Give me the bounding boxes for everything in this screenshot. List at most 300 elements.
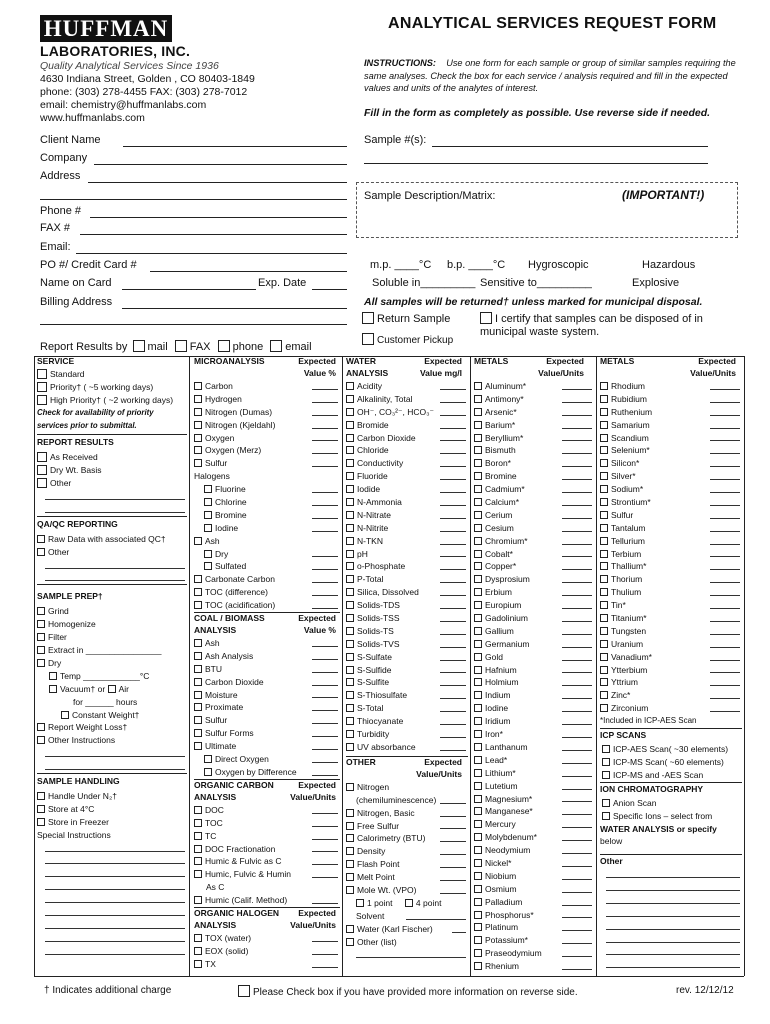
- company-input[interactable]: [94, 164, 347, 165]
- return-sample-checkbox[interactable]: [362, 312, 374, 324]
- reverse-side-note[interactable]: Please Check box if you have provided more information on reverse side.: [238, 985, 578, 998]
- checkbox[interactable]: [474, 936, 482, 944]
- checkbox[interactable]: [37, 382, 47, 392]
- customer-pickup[interactable]: Customer Pickup: [362, 333, 453, 346]
- checkbox[interactable]: [474, 885, 482, 893]
- water-analyte[interactable]: [346, 573, 468, 586]
- checkbox[interactable]: [474, 795, 482, 803]
- expected-value-field[interactable]: [440, 531, 466, 532]
- expected-value-field[interactable]: [562, 866, 592, 867]
- expected-value-field[interactable]: [312, 749, 338, 750]
- metal-analyte[interactable]: [474, 560, 594, 573]
- expected-value-field[interactable]: [312, 967, 338, 968]
- checkbox[interactable]: [194, 934, 202, 942]
- water-analyte[interactable]: [346, 535, 468, 548]
- checkbox[interactable]: [474, 511, 482, 519]
- checkbox[interactable]: [474, 485, 482, 493]
- water-analyte[interactable]: [346, 664, 468, 677]
- report-option[interactable]: [37, 464, 187, 477]
- micro-analyte[interactable]: [194, 419, 340, 432]
- metal-analyte[interactable]: [474, 496, 594, 509]
- ion-option[interactable]: [600, 810, 742, 823]
- coal-analyte[interactable]: [194, 637, 340, 650]
- water-analyte[interactable]: [346, 638, 468, 651]
- address-input-2[interactable]: [40, 199, 347, 200]
- checkbox[interactable]: [346, 434, 354, 442]
- billing-input[interactable]: [122, 308, 347, 309]
- checkbox[interactable]: [474, 601, 482, 609]
- expected-value-field[interactable]: [710, 453, 740, 454]
- metal-analyte[interactable]: [600, 535, 742, 548]
- checkbox[interactable]: [194, 537, 202, 545]
- checkbox[interactable]: [194, 716, 202, 724]
- checkbox[interactable]: [602, 758, 610, 766]
- expected-value-field[interactable]: [440, 479, 466, 480]
- halogen-analyte[interactable]: [194, 483, 340, 496]
- exp-date-input[interactable]: [312, 289, 347, 290]
- metal-analyte[interactable]: [474, 934, 594, 947]
- org-halogen-analyte[interactable]: [194, 945, 340, 958]
- metal-analyte[interactable]: [474, 805, 594, 818]
- expected-value-field[interactable]: [710, 608, 740, 609]
- metal-analyte[interactable]: [474, 535, 594, 548]
- expected-value-field[interactable]: [562, 840, 592, 841]
- expected-value-field[interactable]: [312, 954, 338, 955]
- metal-analyte[interactable]: [600, 522, 742, 535]
- micro-analyte[interactable]: [194, 457, 340, 470]
- checkbox[interactable]: [600, 511, 608, 519]
- org-carbon-analyte[interactable]: [194, 804, 340, 817]
- halogen-analyte[interactable]: [194, 522, 340, 535]
- expected-value-field[interactable]: [440, 893, 466, 894]
- checkbox[interactable]: [602, 812, 610, 820]
- metal-analyte[interactable]: [600, 509, 742, 522]
- checkbox[interactable]: [346, 653, 354, 661]
- metal-analyte[interactable]: [600, 599, 742, 612]
- checkbox[interactable]: [194, 742, 202, 750]
- expected-value-field[interactable]: [440, 608, 466, 609]
- expected-value-field[interactable]: [710, 518, 740, 519]
- constant-weight[interactable]: Constant Weight†: [37, 709, 187, 722]
- checkbox[interactable]: [600, 653, 608, 661]
- expected-value-field[interactable]: [562, 827, 592, 828]
- checkbox[interactable]: [37, 633, 45, 641]
- checkbox[interactable]: [346, 421, 354, 429]
- expected-value-field[interactable]: [440, 737, 466, 738]
- expected-value-field[interactable]: [312, 428, 338, 429]
- checkbox[interactable]: [194, 408, 202, 416]
- expected-value-field[interactable]: [312, 762, 338, 763]
- expected-value-field[interactable]: [562, 505, 592, 506]
- expected-value-field[interactable]: [562, 647, 592, 648]
- micro-analyte[interactable]: [194, 406, 340, 419]
- expected-value-field[interactable]: [312, 608, 338, 609]
- checkbox[interactable]: [346, 886, 354, 894]
- water-analyte[interactable]: [346, 496, 468, 509]
- checkbox[interactable]: [474, 640, 482, 648]
- service-option[interactable]: [37, 368, 187, 381]
- metal-analyte[interactable]: [600, 380, 742, 393]
- other-analyte[interactable]: [346, 845, 468, 858]
- hazardous-label[interactable]: Hazardous: [642, 259, 696, 271]
- checkbox[interactable]: [474, 395, 482, 403]
- expected-value-field[interactable]: [710, 466, 740, 467]
- metal-analyte[interactable]: [474, 728, 594, 741]
- expected-value-field[interactable]: [562, 479, 592, 480]
- checkbox[interactable]: [474, 588, 482, 596]
- fax-checkbox[interactable]: [175, 340, 187, 352]
- expected-value-field[interactable]: [440, 803, 466, 804]
- checkbox[interactable]: [346, 459, 354, 467]
- expected-value-field[interactable]: [710, 634, 740, 635]
- checkbox[interactable]: [600, 704, 608, 712]
- checkbox[interactable]: [194, 703, 202, 711]
- po-input[interactable]: [150, 271, 347, 272]
- checkbox[interactable]: [474, 730, 482, 738]
- metal-analyte[interactable]: [474, 599, 594, 612]
- metal-analyte[interactable]: [474, 947, 594, 960]
- checkbox[interactable]: [602, 799, 610, 807]
- checkbox[interactable]: [194, 395, 202, 403]
- checkbox[interactable]: [474, 769, 482, 777]
- checkbox[interactable]: [600, 550, 608, 558]
- report-option[interactable]: [37, 451, 187, 464]
- water-analyte[interactable]: [346, 676, 468, 689]
- expected-value-field[interactable]: [312, 685, 338, 686]
- ash-option[interactable]: [194, 548, 340, 561]
- checkbox[interactable]: [474, 691, 482, 699]
- checkbox[interactable]: [194, 459, 202, 467]
- water-analyte[interactable]: [346, 728, 468, 741]
- checkbox[interactable]: [474, 537, 482, 545]
- checkbox[interactable]: [194, 819, 202, 827]
- carbon-analyte[interactable]: [194, 573, 340, 586]
- prep-option[interactable]: [37, 605, 187, 618]
- expected-value-field[interactable]: [710, 544, 740, 545]
- expected-value-field[interactable]: [440, 647, 466, 648]
- ash-analyte[interactable]: [194, 535, 340, 548]
- expected-value-field[interactable]: [312, 582, 338, 583]
- checkbox[interactable]: [346, 485, 354, 493]
- micro-analyte[interactable]: [194, 380, 340, 393]
- handling-option[interactable]: [37, 803, 187, 816]
- expected-value-field[interactable]: [562, 763, 592, 764]
- checkbox[interactable]: [474, 846, 482, 854]
- checkbox[interactable]: [474, 472, 482, 480]
- checkbox[interactable]: [474, 653, 482, 661]
- icp-option[interactable]: [600, 756, 742, 769]
- checkbox[interactable]: [194, 588, 202, 596]
- expected-value-field[interactable]: [710, 440, 740, 441]
- hygroscopic-label[interactable]: Hygroscopic: [528, 259, 589, 271]
- expected-value-field[interactable]: [562, 634, 592, 635]
- phone-checkbox[interactable]: [218, 340, 230, 352]
- coal-analyte[interactable]: [194, 650, 340, 663]
- expected-value-field[interactable]: [710, 672, 740, 673]
- water-analyte[interactable]: [346, 393, 468, 406]
- handling-option[interactable]: [37, 816, 187, 829]
- checkbox[interactable]: [474, 524, 482, 532]
- checkbox[interactable]: [600, 666, 608, 674]
- expected-value-field[interactable]: [440, 672, 466, 673]
- metal-analyte[interactable]: [600, 406, 742, 419]
- water-analyte[interactable]: [346, 444, 468, 457]
- checkbox[interactable]: [346, 446, 354, 454]
- expected-value-field[interactable]: [312, 505, 338, 506]
- checkbox[interactable]: [600, 614, 608, 622]
- return-sample[interactable]: Return Sample: [362, 312, 450, 325]
- checkbox[interactable]: [346, 627, 354, 635]
- checkbox[interactable]: [37, 465, 47, 475]
- checkbox[interactable]: [474, 459, 482, 467]
- checkbox[interactable]: [346, 822, 354, 830]
- checkbox[interactable]: [37, 452, 47, 462]
- expected-value-field[interactable]: [440, 428, 466, 429]
- checkbox[interactable]: [474, 782, 482, 790]
- other-list[interactable]: Other (list): [346, 936, 468, 949]
- checkbox[interactable]: [474, 666, 482, 674]
- client-name-input[interactable]: [123, 146, 347, 147]
- metal-analyte[interactable]: [474, 393, 594, 406]
- checkbox[interactable]: [474, 678, 482, 686]
- checkbox[interactable]: [602, 745, 610, 753]
- checkbox[interactable]: [37, 548, 45, 556]
- weight-loss[interactable]: Report Weight Loss†: [37, 721, 187, 734]
- expected-value-field[interactable]: [710, 711, 740, 712]
- metal-analyte[interactable]: [474, 831, 594, 844]
- metal-analyte[interactable]: [600, 483, 742, 496]
- checkbox[interactable]: [194, 382, 202, 390]
- metal-analyte[interactable]: [600, 638, 742, 651]
- report-option[interactable]: [37, 477, 187, 490]
- expected-value-field[interactable]: [710, 621, 740, 622]
- water-analyte[interactable]: [346, 715, 468, 728]
- checkbox[interactable]: [37, 535, 45, 543]
- vacuum-air[interactable]: Vacuum† or Air: [37, 683, 187, 696]
- checkbox[interactable]: [346, 704, 354, 712]
- expected-value-field[interactable]: [312, 659, 338, 660]
- checkbox[interactable]: [600, 446, 608, 454]
- metal-analyte[interactable]: [474, 960, 594, 973]
- checkbox[interactable]: [346, 783, 354, 791]
- temp-field[interactable]: Temp ____________°C: [37, 670, 187, 683]
- checkbox[interactable]: [600, 627, 608, 635]
- org-halogen-analyte[interactable]: [194, 932, 340, 945]
- expected-value-field[interactable]: [562, 801, 592, 802]
- water-analyte[interactable]: [346, 483, 468, 496]
- expected-value-field[interactable]: [440, 841, 466, 842]
- expected-value-field[interactable]: [312, 556, 338, 557]
- metal-analyte[interactable]: [600, 573, 742, 586]
- checkbox[interactable]: [600, 537, 608, 545]
- metal-analyte[interactable]: [600, 432, 742, 445]
- metal-analyte[interactable]: [474, 625, 594, 638]
- expected-value-field[interactable]: [440, 595, 466, 596]
- expected-value-field[interactable]: [562, 776, 592, 777]
- metal-analyte[interactable]: [474, 380, 594, 393]
- checkbox[interactable]: [474, 923, 482, 931]
- metal-analyte[interactable]: [474, 767, 594, 780]
- metal-analyte[interactable]: [474, 870, 594, 883]
- expected-value-field[interactable]: [562, 892, 592, 893]
- checkbox[interactable]: [474, 833, 482, 841]
- checkbox[interactable]: [474, 562, 482, 570]
- metal-analyte[interactable]: [600, 560, 742, 573]
- expected-value-field[interactable]: [562, 389, 592, 390]
- fax-input[interactable]: [80, 234, 347, 235]
- halogen-analyte[interactable]: [194, 509, 340, 522]
- checkbox[interactable]: [600, 395, 608, 403]
- checkbox[interactable]: [204, 550, 212, 558]
- org-halogen-analyte[interactable]: [194, 958, 340, 971]
- org-carbon-analyte[interactable]: [194, 830, 340, 843]
- metal-analyte[interactable]: [474, 921, 594, 934]
- expected-value-field[interactable]: [312, 440, 338, 441]
- address-input[interactable]: [88, 182, 347, 183]
- expected-value-field[interactable]: [710, 660, 740, 661]
- metal-analyte[interactable]: [600, 470, 742, 483]
- checkbox[interactable]: [474, 898, 482, 906]
- metal-analyte[interactable]: [600, 664, 742, 677]
- expected-value-field[interactable]: [440, 440, 466, 441]
- checkbox[interactable]: [194, 870, 202, 878]
- metal-analyte[interactable]: [474, 457, 594, 470]
- expected-value-field[interactable]: [440, 389, 466, 390]
- expected-value-field[interactable]: [440, 698, 466, 699]
- expected-value-field[interactable]: [312, 595, 338, 596]
- metal-analyte[interactable]: [600, 586, 742, 599]
- expected-value-field[interactable]: [440, 816, 466, 817]
- expected-value-field[interactable]: [710, 505, 740, 506]
- expected-value-field[interactable]: [440, 505, 466, 506]
- checkbox[interactable]: [474, 820, 482, 828]
- expected-value-field[interactable]: [562, 930, 592, 931]
- expected-value-field[interactable]: [440, 724, 466, 725]
- checkbox[interactable]: [194, 639, 202, 647]
- expected-value-field[interactable]: [440, 544, 466, 545]
- expected-value-field[interactable]: [312, 851, 338, 852]
- metal-analyte[interactable]: [474, 406, 594, 419]
- icp-option[interactable]: [600, 769, 742, 782]
- checkbox[interactable]: [194, 652, 202, 660]
- expected-value-field[interactable]: [562, 724, 592, 725]
- checkbox[interactable]: [346, 834, 354, 842]
- handling-option[interactable]: [37, 790, 187, 803]
- checkbox[interactable]: [346, 717, 354, 725]
- expected-value-field[interactable]: [562, 789, 592, 790]
- water-analyte[interactable]: [346, 548, 468, 561]
- expected-value-field[interactable]: [710, 479, 740, 480]
- coal-analyte[interactable]: [194, 689, 340, 702]
- checkbox[interactable]: [346, 860, 354, 868]
- checkbox[interactable]: [474, 704, 482, 712]
- expected-value-field[interactable]: [710, 556, 740, 557]
- reverse-checkbox[interactable]: [238, 985, 250, 997]
- checkbox[interactable]: [600, 524, 608, 532]
- solvent[interactable]: Solvent: [346, 910, 468, 923]
- checkbox[interactable]: [474, 434, 482, 442]
- expected-value-field[interactable]: [440, 582, 466, 583]
- expected-value-field[interactable]: [562, 685, 592, 686]
- expected-value-field[interactable]: [312, 877, 338, 878]
- metal-analyte[interactable]: [474, 715, 594, 728]
- qa-option[interactable]: [37, 546, 187, 559]
- checkbox[interactable]: [194, 678, 202, 686]
- halogen-analyte[interactable]: [194, 496, 340, 509]
- sample-no-input-2[interactable]: [364, 163, 708, 164]
- water-analyte[interactable]: [346, 741, 468, 754]
- icp-option[interactable]: [600, 743, 742, 756]
- checkbox[interactable]: [346, 498, 354, 506]
- expected-value-field[interactable]: [710, 415, 740, 416]
- checkbox[interactable]: [37, 792, 45, 800]
- expected-value-field[interactable]: [312, 864, 338, 865]
- coal-analyte[interactable]: [194, 727, 340, 740]
- certify[interactable]: I certify that samples can be disposed of in municipal waste system.: [480, 313, 703, 338]
- water-analyte[interactable]: [346, 419, 468, 432]
- metal-analyte[interactable]: [474, 638, 594, 651]
- checkbox[interactable]: [600, 421, 608, 429]
- checkbox[interactable]: [346, 691, 354, 699]
- metal-analyte[interactable]: [474, 702, 594, 715]
- expected-value-field[interactable]: [562, 531, 592, 532]
- checkbox[interactable]: [346, 614, 354, 622]
- checkbox[interactable]: [37, 607, 45, 615]
- expected-value-field[interactable]: [562, 737, 592, 738]
- checkbox[interactable]: [346, 809, 354, 817]
- metal-analyte[interactable]: [474, 883, 594, 896]
- other-analyte[interactable]: [346, 832, 468, 845]
- coal-oxygen-option[interactable]: [194, 766, 340, 779]
- coal-analyte[interactable]: [194, 740, 340, 753]
- expected-value-field[interactable]: [440, 402, 466, 403]
- expected-value-field[interactable]: [710, 685, 740, 686]
- checkbox[interactable]: [346, 847, 354, 855]
- expected-value-field[interactable]: [562, 492, 592, 493]
- checkbox[interactable]: [194, 691, 202, 699]
- checkbox[interactable]: [346, 678, 354, 686]
- checkbox[interactable]: [204, 524, 212, 532]
- checkbox[interactable]: [600, 498, 608, 506]
- checkbox[interactable]: [600, 588, 608, 596]
- checkbox[interactable]: [204, 498, 212, 506]
- metal-analyte[interactable]: [600, 651, 742, 664]
- metal-analyte[interactable]: [474, 419, 594, 432]
- water-analyte[interactable]: [346, 432, 468, 445]
- metal-analyte[interactable]: [474, 444, 594, 457]
- metal-analyte[interactable]: [600, 676, 742, 689]
- checkbox[interactable]: [474, 717, 482, 725]
- expected-value-field[interactable]: [562, 466, 592, 467]
- coal-oxygen-option[interactable]: [194, 753, 340, 766]
- expected-value-field[interactable]: [440, 621, 466, 622]
- checkbox[interactable]: [194, 832, 202, 840]
- metal-analyte[interactable]: [474, 573, 594, 586]
- coal-analyte[interactable]: [194, 714, 340, 727]
- checkbox[interactable]: [346, 873, 354, 881]
- water-analyte[interactable]: [346, 689, 468, 702]
- expected-value-field[interactable]: [312, 531, 338, 532]
- metal-analyte[interactable]: [474, 909, 594, 922]
- coal-analyte[interactable]: [194, 663, 340, 676]
- expected-value-field[interactable]: [312, 710, 338, 711]
- metal-analyte[interactable]: [600, 419, 742, 432]
- expected-value-field[interactable]: [440, 828, 466, 829]
- expected-value-field[interactable]: [440, 453, 466, 454]
- micro-analyte[interactable]: [194, 432, 340, 445]
- expected-value-field[interactable]: [312, 646, 338, 647]
- other-instructions[interactable]: Other Instructions: [37, 734, 187, 747]
